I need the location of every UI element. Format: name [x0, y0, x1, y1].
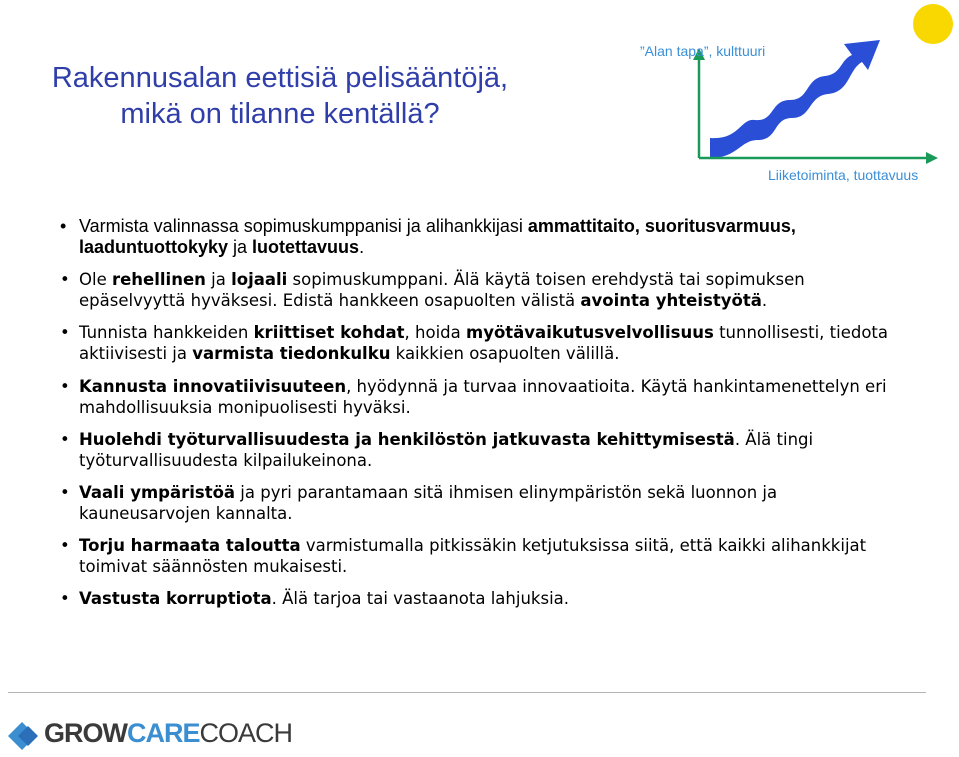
bullet-7 — [60, 535, 890, 577]
bullet-8 — [60, 588, 890, 609]
bullet-1-bold2: luotettavuus — [252, 237, 360, 257]
bullet-2 — [60, 269, 890, 311]
bullet-6-text1: ja pyri parantamaan sitä ihmisen elinympäristön sekä luonnon ja kauneusarvojen kannalta. — [79, 483, 778, 523]
bullet-5-text1: . Älä tingi työturvallisuudesta kilpailukeinona. — [79, 430, 814, 470]
graph-y-label: ”Alan tapa”, kulttuuri — [640, 43, 766, 59]
growcarecoach-logo-icon — [8, 716, 40, 756]
bullet-2-bold1: rehellinen — [111, 270, 206, 289]
bullet-2-text3: sopimuskumppani. Älä käytä toisen erehdystä tai sopimuksen epäselvyyttä hyväksesi. Edistä hankkeen osapuolten välistä — [79, 270, 805, 310]
logo-coach: COACH — [199, 718, 293, 748]
growcarecoach-logo-text — [44, 716, 292, 750]
growth-graph — [630, 0, 959, 195]
bullet-3-text1: Tunnista hankkeiden — [79, 323, 254, 342]
bullet-4 — [60, 376, 890, 418]
title-line-1: Rakennusalan eettisiä pelisääntöjä, — [51, 62, 509, 94]
bullet-dot-icon: • — [60, 483, 70, 502]
bullet-list — [60, 216, 890, 609]
bullet-3-bold1: kriittiset kohdat — [253, 323, 405, 342]
bullet-3-text2: , hoida — [404, 323, 466, 342]
footer-divider — [8, 692, 926, 693]
slide-title — [0, 60, 560, 132]
bullet-1 — [60, 216, 890, 258]
bullet-8-bold1: Vastusta korruptiota — [79, 589, 272, 608]
bullet-2-bold3: avointa yhteistyötä — [580, 291, 762, 310]
bullet-1-text1: Varmista valinnassa sopimuskumppanisi ja alihankkijasi — [79, 216, 528, 236]
x-axis-arrowhead-icon — [926, 152, 938, 164]
bullet-1-text3: . — [359, 237, 365, 257]
bullet-3 — [60, 322, 890, 364]
sun-icon — [913, 4, 953, 44]
bullet-6-bold1: Vaali ympäristöä — [79, 483, 236, 502]
bullet-dot-icon: • — [60, 323, 70, 342]
title-line-2: mikä on tilanne kentällä? — [120, 98, 440, 130]
bullet-1-text2: ja — [228, 237, 253, 257]
bullet-dot-icon: • — [60, 377, 70, 396]
bullet-2-text1: Ole — [79, 270, 112, 289]
bullet-7-text1: varmistumalla pitkissäkin ketjutuksissa siitä, että kaikki alihankkijat toimivat säännösten mukaisesti. — [79, 536, 867, 576]
bullet-2-bold2: lojaali — [231, 270, 288, 289]
bullet-8-text1: . Älä tarjoa tai vastaanota lahjuksia. — [271, 589, 570, 608]
bullet-3-text4: kaikkien osapuolten välillä. — [390, 344, 620, 363]
bullet-4-text1: , hyödynnä ja turvaa innovaatioita. Käytä hankintamenettelyn eri mahdollisuuksia monipuolisesti hyväksi. — [79, 377, 887, 417]
bullet-dot-icon: • — [60, 430, 70, 449]
bullet-dot-icon: • — [60, 589, 70, 608]
logo-grow: GROW — [44, 718, 127, 748]
bullet-dot-icon: • — [60, 216, 67, 236]
bullet-6 — [60, 482, 890, 524]
bullet-5 — [60, 429, 890, 471]
bullet-2-text2: ja — [205, 270, 232, 289]
bullet-3-text3: tunnollisesti, tiedota aktiivisesti ja — [79, 323, 889, 363]
bullet-3-bold3: varmista tiedonkulku — [192, 344, 391, 363]
bullet-4-bold1: Kannusta innovatiivisuuteen — [79, 377, 347, 396]
bullet-3-bold2: myötävaikutusvelvollisuus — [466, 323, 714, 342]
bullet-1-bold1: ammattitaito, suoritusvarmuus, laaduntuottokyky — [79, 216, 796, 257]
bullet-7-bold1: Torju harmaata taloutta — [79, 536, 301, 555]
bullet-dot-icon: • — [60, 536, 70, 555]
bullet-dot-icon: • — [60, 270, 70, 289]
bullet-2-text4: . — [761, 291, 768, 310]
bullet-5-bold1: Huolehdi työturvallisuudesta ja henkilöstön jatkuvasta kehittymisestä — [79, 430, 735, 449]
logo-care: CARE — [127, 718, 200, 748]
graph-x-label: Liiketoiminta, tuottavuus — [768, 167, 919, 183]
